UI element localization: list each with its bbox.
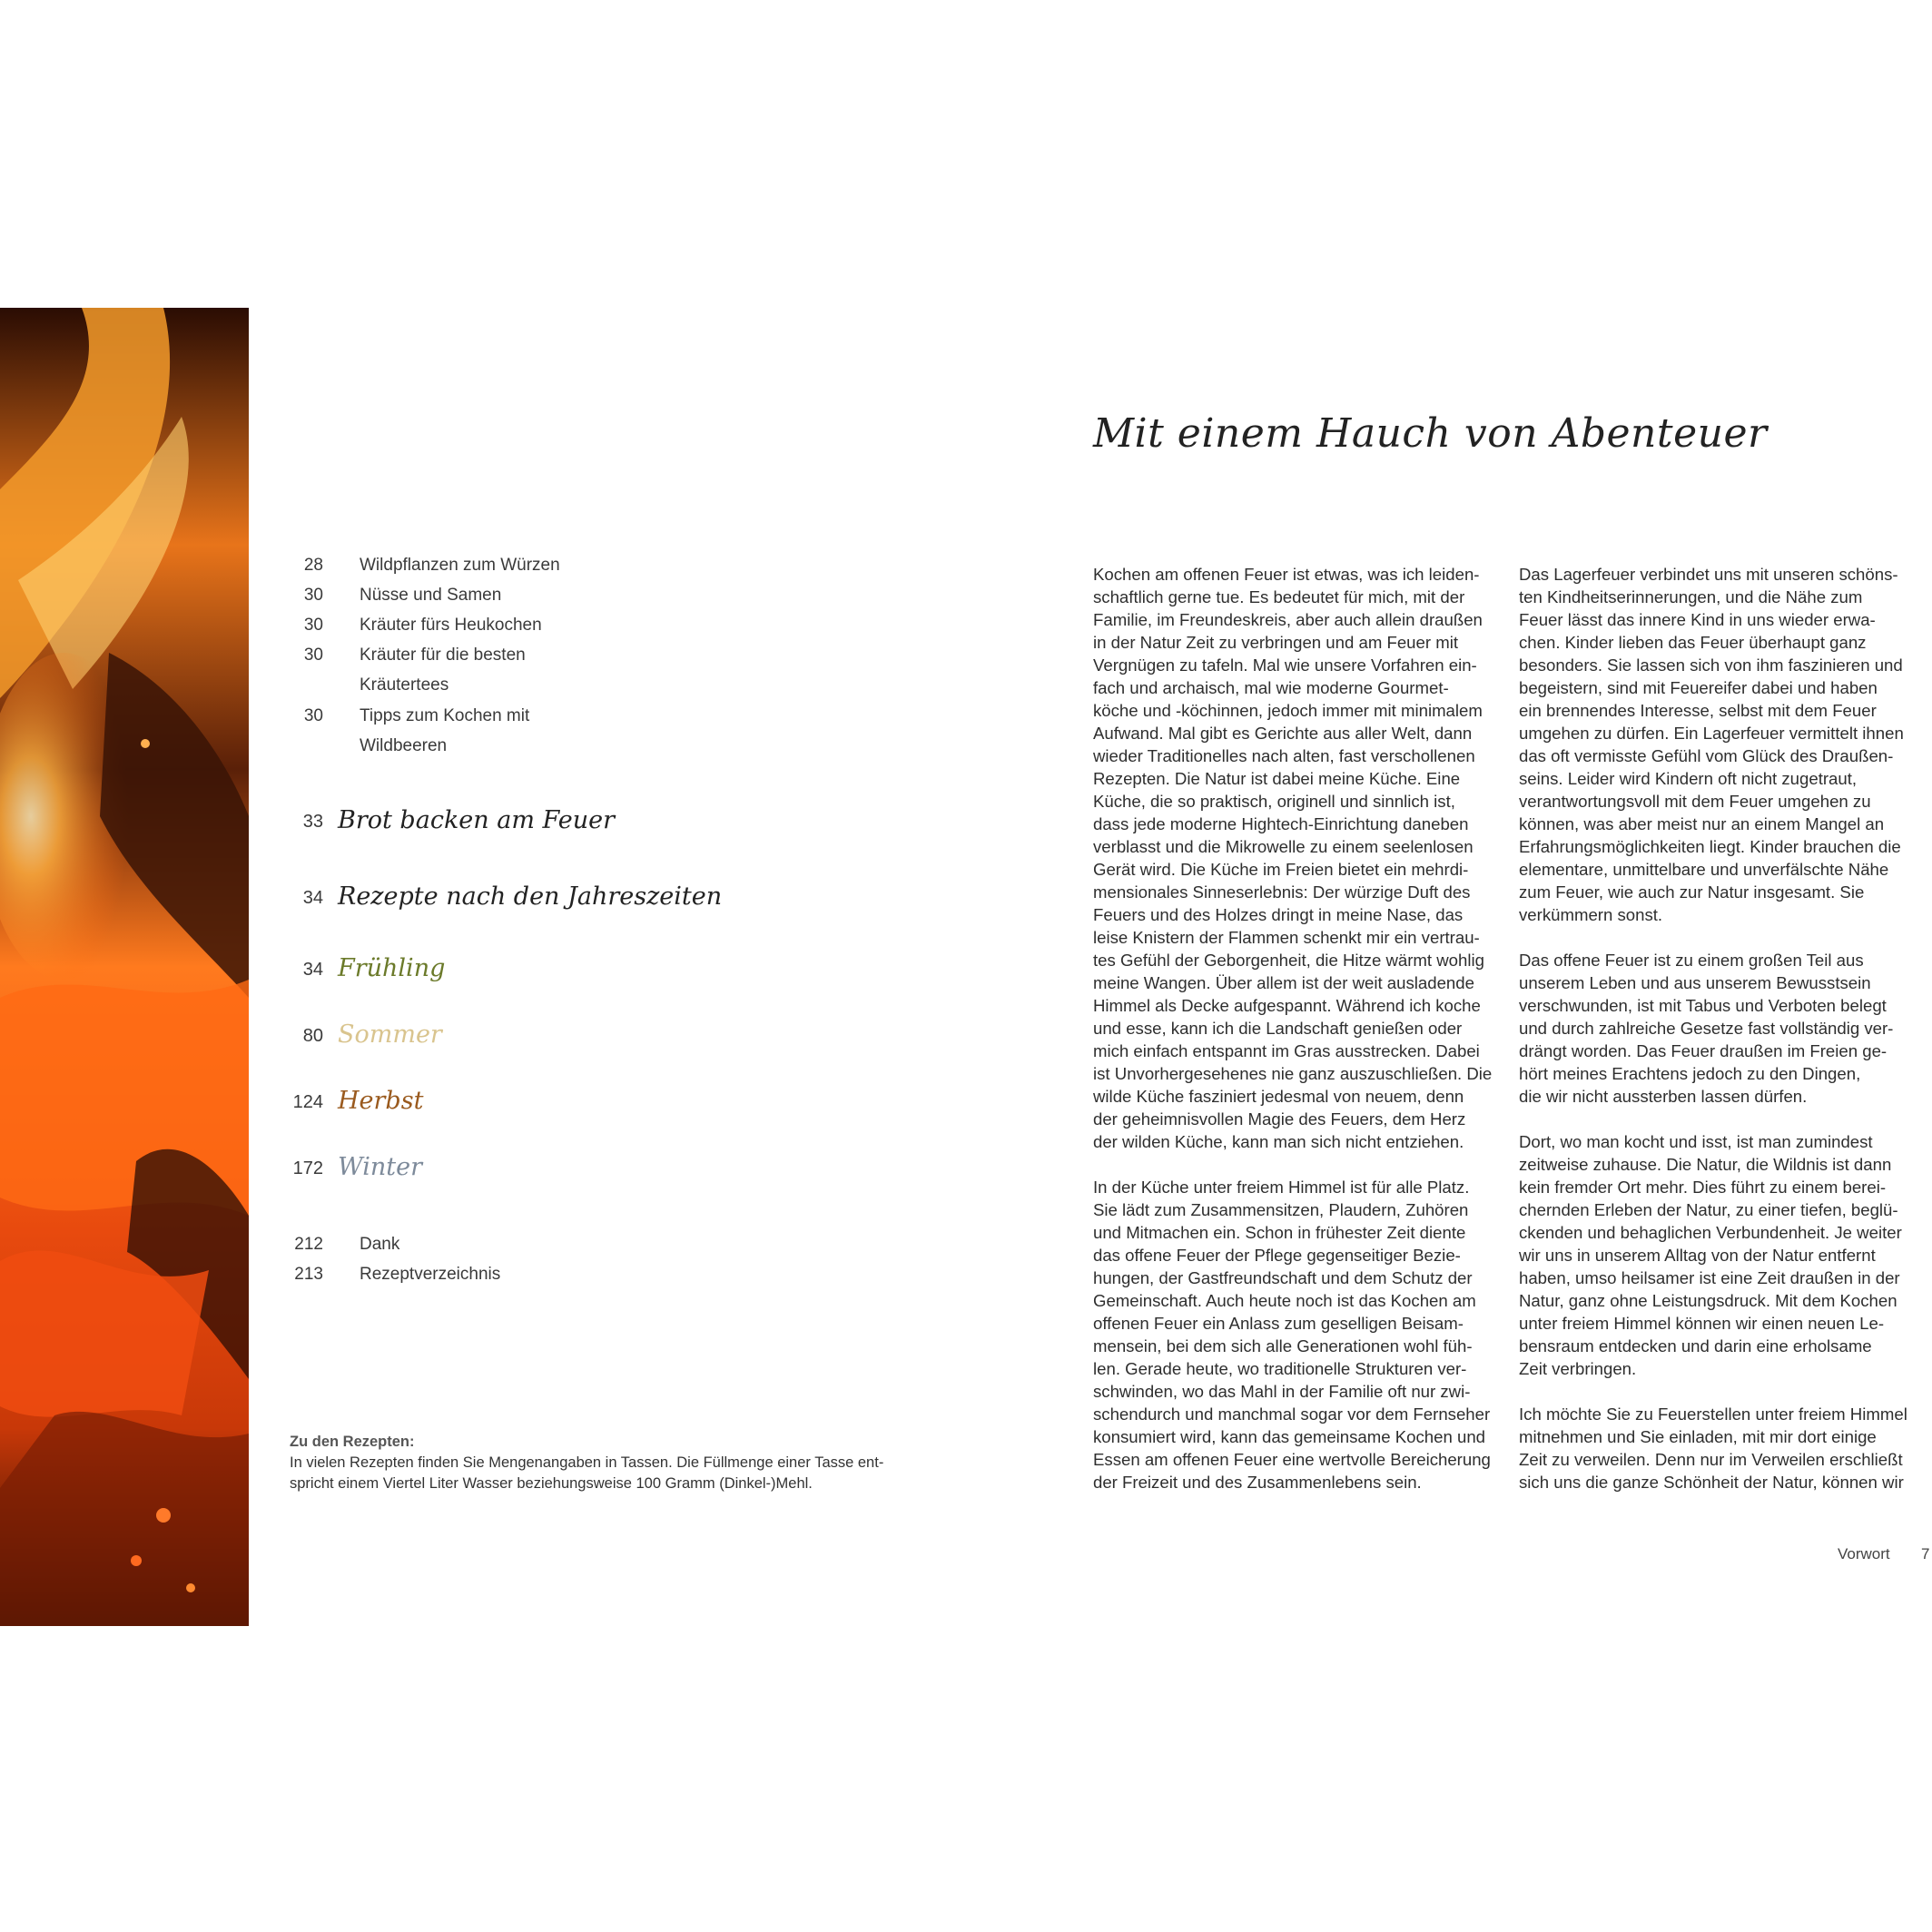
text-line: und Mitmachen ein. Schon in frühester Zeit diente — [1093, 1223, 1466, 1242]
text-line: tes Gefühl der Geborgenheit, die Hitze wärmt wohlig — [1093, 951, 1484, 970]
paragraph — [1093, 1176, 1491, 1493]
toc-chapter-title: Winter — [338, 1153, 423, 1181]
text-line: verantwortungsvoll mit dem Feuer umgehen zu — [1519, 792, 1871, 811]
text-line: Zeit zu verweilen. Denn nur im Verweilen erschließt — [1519, 1450, 1903, 1469]
text-line: und esse, kann ich die Landschaft genießen oder — [1093, 1019, 1463, 1038]
text-line: der wilden Küche, kann man sich nicht entziehen. — [1093, 1132, 1464, 1151]
text-column-right — [1519, 563, 1909, 1516]
recipe-note-heading: Zu den Rezepten: — [290, 1434, 415, 1450]
text-line: und durch zahlreiche Gesetze fast vollständig ver- — [1519, 1019, 1894, 1038]
text-line: ckenden und behaglichen Verbundenheit. Je weiter — [1519, 1223, 1902, 1242]
text-line: wieder Traditionelles nach alten, fast verschollenen — [1093, 746, 1475, 765]
text-line: Kochen am offenen Feuer ist etwas, was ich leiden- — [1093, 565, 1480, 584]
text-line: zeitweise zuhause. Die Natur, die Wildnis ist dann — [1519, 1155, 1892, 1174]
text-line: ein brennendes Interesse, selbst mit dem Feuer — [1519, 701, 1877, 720]
toc-page-number: 34 — [302, 888, 323, 908]
toc-label: Wildpflanzen zum Würzen — [360, 556, 560, 575]
toc-page-number: 28 — [303, 556, 323, 575]
text-line: len. Gerade heute, wo traditionelle Strukturen ver- — [1093, 1359, 1467, 1378]
text-column-left — [1093, 563, 1493, 1516]
text-line: mensein, bei dem sich alle Generationen wohl füh- — [1093, 1336, 1473, 1355]
text-line: unserem Leben und aus unserem Bewusstsein — [1519, 973, 1871, 992]
toc-page-number: 30 — [303, 586, 323, 605]
text-line: kein fremder Ort mehr. Dies führt zu einem berei- — [1519, 1178, 1887, 1197]
text-line: umgehen zu dürfen. Ein Lagerfeuer vermittelt ihnen — [1519, 724, 1904, 743]
text-line: mensionales Sinneserlebnis: Der würzige Duft des — [1093, 882, 1471, 902]
paragraph — [1519, 1403, 1909, 1493]
text-line: Das Lagerfeuer verbindet uns mit unseren schöns- — [1519, 565, 1898, 584]
text-line: mich einfach entspannt im Gras ausstrecken. Dabei — [1093, 1041, 1480, 1060]
recipe-note-line: spricht einem Viertel Liter Wasser beziehungsweise 100 Gramm (Dinkel-)Mehl. — [290, 1475, 813, 1492]
toc-chapter-title: Herbst — [338, 1087, 424, 1115]
paragraph — [1519, 949, 1909, 1108]
text-line: köche und -köchinnen, jedoch immer mit minimalem — [1093, 701, 1483, 720]
text-line: bensraum entdecken und darin eine erholsame — [1519, 1336, 1872, 1355]
toc-chapter-title: Sommer — [338, 1020, 442, 1049]
text-line: In der Küche unter freiem Himmel ist für alle Platz. — [1093, 1178, 1470, 1197]
text-line: seins. Leider wird Kindern oft nicht zugetraut, — [1519, 769, 1858, 788]
toc-page-number: 80 — [302, 1026, 323, 1046]
text-line: ist Unvorhergesehenes nie ganz auszuschließen. Die — [1093, 1064, 1493, 1083]
text-line: Erfahrungsmöglichkeiten liegt. Kinder brauchen die — [1519, 837, 1901, 856]
toc-chapter-title: Brot backen am Feuer — [338, 806, 616, 834]
text-line: Gerät wird. Die Küche im Freien bietet ein mehrdi- — [1093, 860, 1469, 879]
toc-page-number: 33 — [302, 812, 323, 832]
text-line: ten Kindheitserinnerungen, und die Nähe zum — [1519, 587, 1863, 606]
text-line: drängt worden. Das Feuer draußen im Freien ge- — [1519, 1041, 1888, 1060]
text-line: Rezepten. Die Natur ist dabei meine Küche. Eine — [1093, 769, 1461, 788]
toc-page-number: 30 — [303, 646, 323, 665]
toc-page-number: 124 — [292, 1092, 323, 1112]
toc-label: Kräuter für die besten — [360, 646, 526, 665]
text-line: können, was aber meist nur an einem Mangel an — [1519, 814, 1885, 833]
toc-label: Tipps zum Kochen mit — [360, 706, 530, 725]
text-line: chen. Kinder lieben das Feuer überhaupt ganz — [1519, 633, 1867, 652]
text-line: leise Knistern der Flammen schenkt mir ein vertrau- — [1093, 928, 1480, 947]
toc-label-line2: Wildbeeren — [360, 736, 448, 755]
text-line: Zeit verbringen. — [1519, 1359, 1637, 1378]
toc-label: Rezeptverzeichnis — [360, 1265, 501, 1284]
text-line: der geheimnisvollen Magie des Feuers, dem Herz — [1093, 1109, 1466, 1129]
text-line: fach und archaisch, mal wie moderne Gourmet- — [1093, 678, 1449, 697]
text-line: das oft vermisste Gefühl vom Glück des Draußen- — [1519, 746, 1894, 765]
toc-page-number: 212 — [294, 1235, 323, 1254]
toc-page-number: 30 — [303, 616, 323, 635]
text-line: haben, umso heilsamer ist eine Zeit draußen in der — [1519, 1268, 1900, 1287]
text-line: Das offene Feuer ist zu einem großen Teil aus — [1519, 951, 1864, 970]
recipe-note — [290, 1432, 907, 1494]
toc-page-number: 30 — [303, 706, 323, 725]
page-number: 7 — [1921, 1545, 1930, 1562]
toc-page-number: 213 — [294, 1265, 323, 1284]
page-title: Mit einem Hauch von Abenteuer — [1093, 410, 1768, 457]
text-line: der Freizeit und des Zusammenlebens sein. — [1093, 1473, 1422, 1492]
paragraph — [1519, 1130, 1909, 1380]
text-line: zum Feuer, wie auch zur Natur insgesamt. Sie — [1519, 882, 1865, 902]
text-line: besonders. Sie lassen sich von ihm faszinieren und — [1519, 656, 1903, 675]
text-line: Küche, die so praktisch, originell und sinnlich ist, — [1093, 792, 1455, 811]
toc-page-number: 34 — [302, 960, 323, 980]
text-line: verkümmern sonst. — [1519, 905, 1663, 924]
text-line: hört meines Erachtens jedoch zu den Dingen, — [1519, 1064, 1861, 1083]
paragraph — [1093, 563, 1493, 1153]
text-line: Essen am offenen Feuer eine wertvolle Bereicherung — [1093, 1450, 1491, 1469]
text-line: elementare, unmittelbare und unverfälschte Nähe — [1519, 860, 1889, 879]
toc-label: Dank — [360, 1235, 400, 1254]
text-line: unter freiem Himmel können wir einen neuen Le- — [1519, 1314, 1885, 1333]
text-line: die wir nicht aussterben lassen dürfen. — [1519, 1087, 1808, 1106]
text-line: Familie, im Freundeskreis, aber auch allein draußen — [1093, 610, 1483, 629]
text-line: das offene Feuer der Pflege gegenseitiger Bezie- — [1093, 1246, 1461, 1265]
text-line: wilde Küche fasziniert jedesmal von neuem, denn — [1093, 1087, 1464, 1106]
text-line: Himmel als Decke aufgespannt. Während ich koche — [1093, 996, 1481, 1015]
text-line: chernden Erleben der Natur, zu einer tiefen, beglü- — [1519, 1200, 1898, 1219]
fire-illustration — [0, 308, 249, 1626]
toc-label: Nüsse und Samen — [360, 586, 502, 605]
toc-page-number: 172 — [292, 1158, 323, 1178]
text-line: schaftlich gerne tue. Es bedeutet für mich, mit der — [1093, 587, 1465, 606]
text-line: Natur, ganz ohne Leistungsdruck. Mit dem Kochen — [1519, 1291, 1898, 1310]
text-line: dass jede moderne Hightech-Einrichtung daneben — [1093, 814, 1469, 833]
text-line: Aufwand. Mal gibt es Gerichte aus aller Welt, dann — [1093, 724, 1473, 743]
text-line: Feuer lässt das innere Kind in uns wieder erwa- — [1519, 610, 1876, 629]
toc-label-line2: Kräutertees — [360, 675, 449, 695]
text-line: Ich möchte Sie zu Feuerstellen unter freiem Himmel — [1519, 1405, 1907, 1424]
text-line: meine Wangen. Über allem ist der weit ausladende — [1093, 973, 1474, 992]
text-line: Gemeinschaft. Auch heute noch ist das Kochen am — [1093, 1291, 1476, 1310]
toc-label: Kräuter fürs Heukochen — [360, 616, 542, 635]
running-footer-section: Vorwort — [1838, 1545, 1890, 1562]
text-line: Dort, wo man kocht und isst, ist man zumindest — [1519, 1132, 1873, 1151]
text-line: verschwunden, ist mit Tabus und Verboten belegt — [1519, 996, 1887, 1015]
text-line: sich uns die ganze Schönheit der Natur, können wir — [1519, 1473, 1904, 1492]
text-line: begeistern, sind mit Feuereifer dabei und haben — [1519, 678, 1878, 697]
toc-chapter-title: Frühling — [338, 954, 446, 982]
text-line: konsumiert wird, kann das gemeinsame Kochen und — [1093, 1427, 1486, 1446]
text-line: in der Natur Zeit zu verbringen und am Feuer mit — [1093, 633, 1459, 652]
recipe-note-line: In vielen Rezepten finden Sie Mengenangaben in Tassen. Die Füllmenge einer Tasse ent- — [290, 1454, 884, 1471]
text-line: schendurch und manchmal sogar vor dem Fernseher — [1093, 1405, 1491, 1424]
text-line: hungen, der Gastfreundschaft und dem Schutz der — [1093, 1268, 1473, 1287]
paragraph — [1519, 563, 1909, 926]
toc-chapter-title: Rezepte nach den Jahreszeiten — [338, 882, 723, 911]
text-line: mitnehmen und Sie einladen, mit mir dort einige — [1519, 1427, 1877, 1446]
text-line: Vergnügen zu tafeln. Mal wie unsere Vorfahren ein- — [1093, 656, 1477, 675]
text-line: offenen Feuer ein Anlass zum geselligen Beisam- — [1093, 1314, 1464, 1333]
text-line: Sie lädt zum Zusammensitzen, Plaudern, Zuhören — [1093, 1200, 1469, 1219]
text-line: Feuers und des Holzes dringt in meine Nase, das — [1093, 905, 1464, 924]
text-line: verblasst und die Mikrowelle zu einem seelenlosen — [1093, 837, 1474, 856]
text-line: schwinden, wo das Mahl in der Familie oft nur zwi- — [1093, 1382, 1471, 1401]
fire-photo — [0, 308, 249, 1626]
text-line: wir uns in unserem Alltag von der Natur entfernt — [1519, 1246, 1876, 1265]
